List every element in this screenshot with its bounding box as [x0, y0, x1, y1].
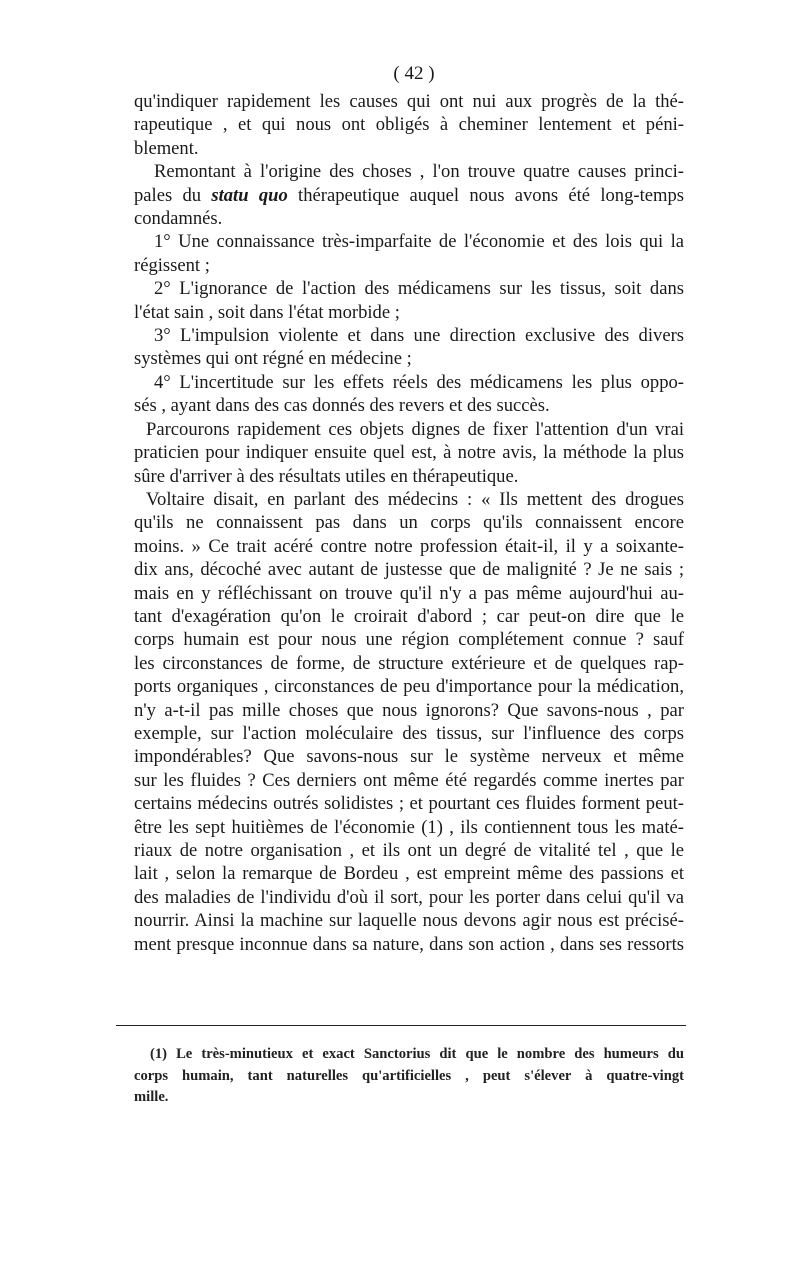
text-line: riaux de notre organisation , et ils ont un degré de vitalité tel , que le — [134, 840, 684, 861]
footnote-line: corps humain, tant naturelles qu'artificielles , peut s'élever à quatre-vingt — [134, 1067, 684, 1084]
text-line: systèmes qui ont régné en médecine ; — [134, 348, 412, 370]
text-line: dix ans, décoché avec autant de justesse que de malignité ? Je ne sais ; — [134, 559, 684, 581]
text-line: sés , ayant dans des cas donnés des revers et des succès. — [134, 395, 550, 417]
text-line: n'y a-t-il pas mille choses que nous ignorons? Que savons-nous , par — [134, 699, 684, 721]
text-line: 2° L'ignorance de l'action des médicamens sur les tissus, soit dans — [154, 278, 684, 300]
text-line: pales du statu quo thérapeutique auquel nous avons été long-temps — [134, 184, 684, 206]
paragraph-1 — [134, 90, 684, 160]
page-body — [134, 62, 684, 956]
text-line: sûre d'arriver à des résultats utiles en thérapeutique. — [134, 465, 519, 487]
text-line: rapeutique , et qui nous ont obligés à cheminer lentement et péni- — [134, 114, 684, 136]
paragraph-2 — [134, 160, 684, 230]
text-line: 1° Une connaissance très-imparfaite de l'économie et des lois qui la — [154, 231, 684, 253]
text-line: l'état sain , soit dans l'état morbide ; — [134, 301, 400, 323]
page-number: ( 42 ) — [393, 63, 435, 84]
paragraph-3 — [134, 230, 684, 277]
text-line: être les sept huitièmes de l'économie (1) , ils contiennent tous les maté- — [134, 816, 684, 838]
paragraph-4 — [134, 277, 684, 324]
text-line: blement. — [134, 137, 199, 159]
text-line: Remontant à l'origine des choses , l'on trouve quatre causes princi- — [154, 161, 684, 183]
footnotes — [134, 1044, 684, 1109]
text-line: moins. » Ce trait acéré contre notre profession était-il, il y a soixante- — [134, 535, 684, 557]
footnote-line: mille. — [134, 1089, 169, 1105]
text-line: exemple, sur l'action moléculaire des tissus, sur l'influence des corps — [134, 722, 684, 744]
text-line: corps humain est pour nous une région complétement connue ? sauf — [134, 629, 684, 651]
text-line: sur les fluides ? Ces derniers ont même été regardés comme inertes par — [134, 769, 684, 791]
text-line: tant d'exagération qu'on le croirait d'abord ; car peut-on dire que le — [134, 605, 684, 627]
paragraph-5 — [134, 324, 684, 371]
text-line: qu'ils ne connaissent pas dans un corps qu'ils connaissent encore — [134, 512, 684, 534]
text-line: praticien pour indiquer ensuite quel est, à notre avis, la méthode la plus — [134, 442, 684, 464]
text-line: certains médecins outrés solidistes ; et pourtant ces fluides forment peut- — [134, 793, 684, 815]
text-line: impondérables? Que savons-nous sur le système nerveux et même — [134, 746, 684, 768]
paragraph-8 — [134, 488, 684, 956]
text-line: régissent ; — [134, 254, 210, 276]
text-line: ment presque inconnue dans sa nature, dans son action , dans ses ressorts — [134, 933, 684, 955]
text-line: mais en y réfléchissant on trouve qu'il n'y a pas même aujourd'hui au- — [134, 582, 684, 604]
text-line: condamnés. — [134, 208, 223, 230]
paragraph-7 — [134, 418, 684, 488]
text-line: lait , selon la remarque de Bordeu , est empreint même des passions et — [134, 863, 684, 885]
paragraph-6 — [134, 371, 684, 418]
text-line: nourrir. Ainsi la machine sur laquelle nous devons agir nous est précisé- — [134, 910, 684, 932]
text-line: les circonstances de forme, de structure extérieure et de quelques rap- — [134, 652, 684, 674]
footnote-divider — [116, 1025, 686, 1026]
text-line: des maladies de l'individu d'où il sort, pour les porter dans celui qu'il va — [134, 886, 684, 908]
text-line: 4° L'incertitude sur les effets réels des médicamens les plus oppo- — [154, 371, 684, 393]
text-line: 3° L'impulsion violente et dans une direction exclusive des divers — [154, 325, 684, 347]
footnote-line: (1) Le très-minutieux et exact Sanctorius dit que le nombre des humeurs du — [150, 1046, 684, 1062]
text-line: Voltaire disait, en parlant des médecins : « Ils mettent des drogues — [146, 488, 684, 510]
italic-phrase: statu quo — [211, 184, 288, 206]
text-line: Parcourons rapidement ces objets dignes de fixer l'attention d'un vrai — [146, 418, 684, 440]
text-line: qu'indiquer rapidement les causes qui ont nui aux progrès de la thé- — [134, 91, 684, 112]
text-line: ports organiques , circonstances de peu d'importance pour la médication, — [134, 676, 684, 698]
